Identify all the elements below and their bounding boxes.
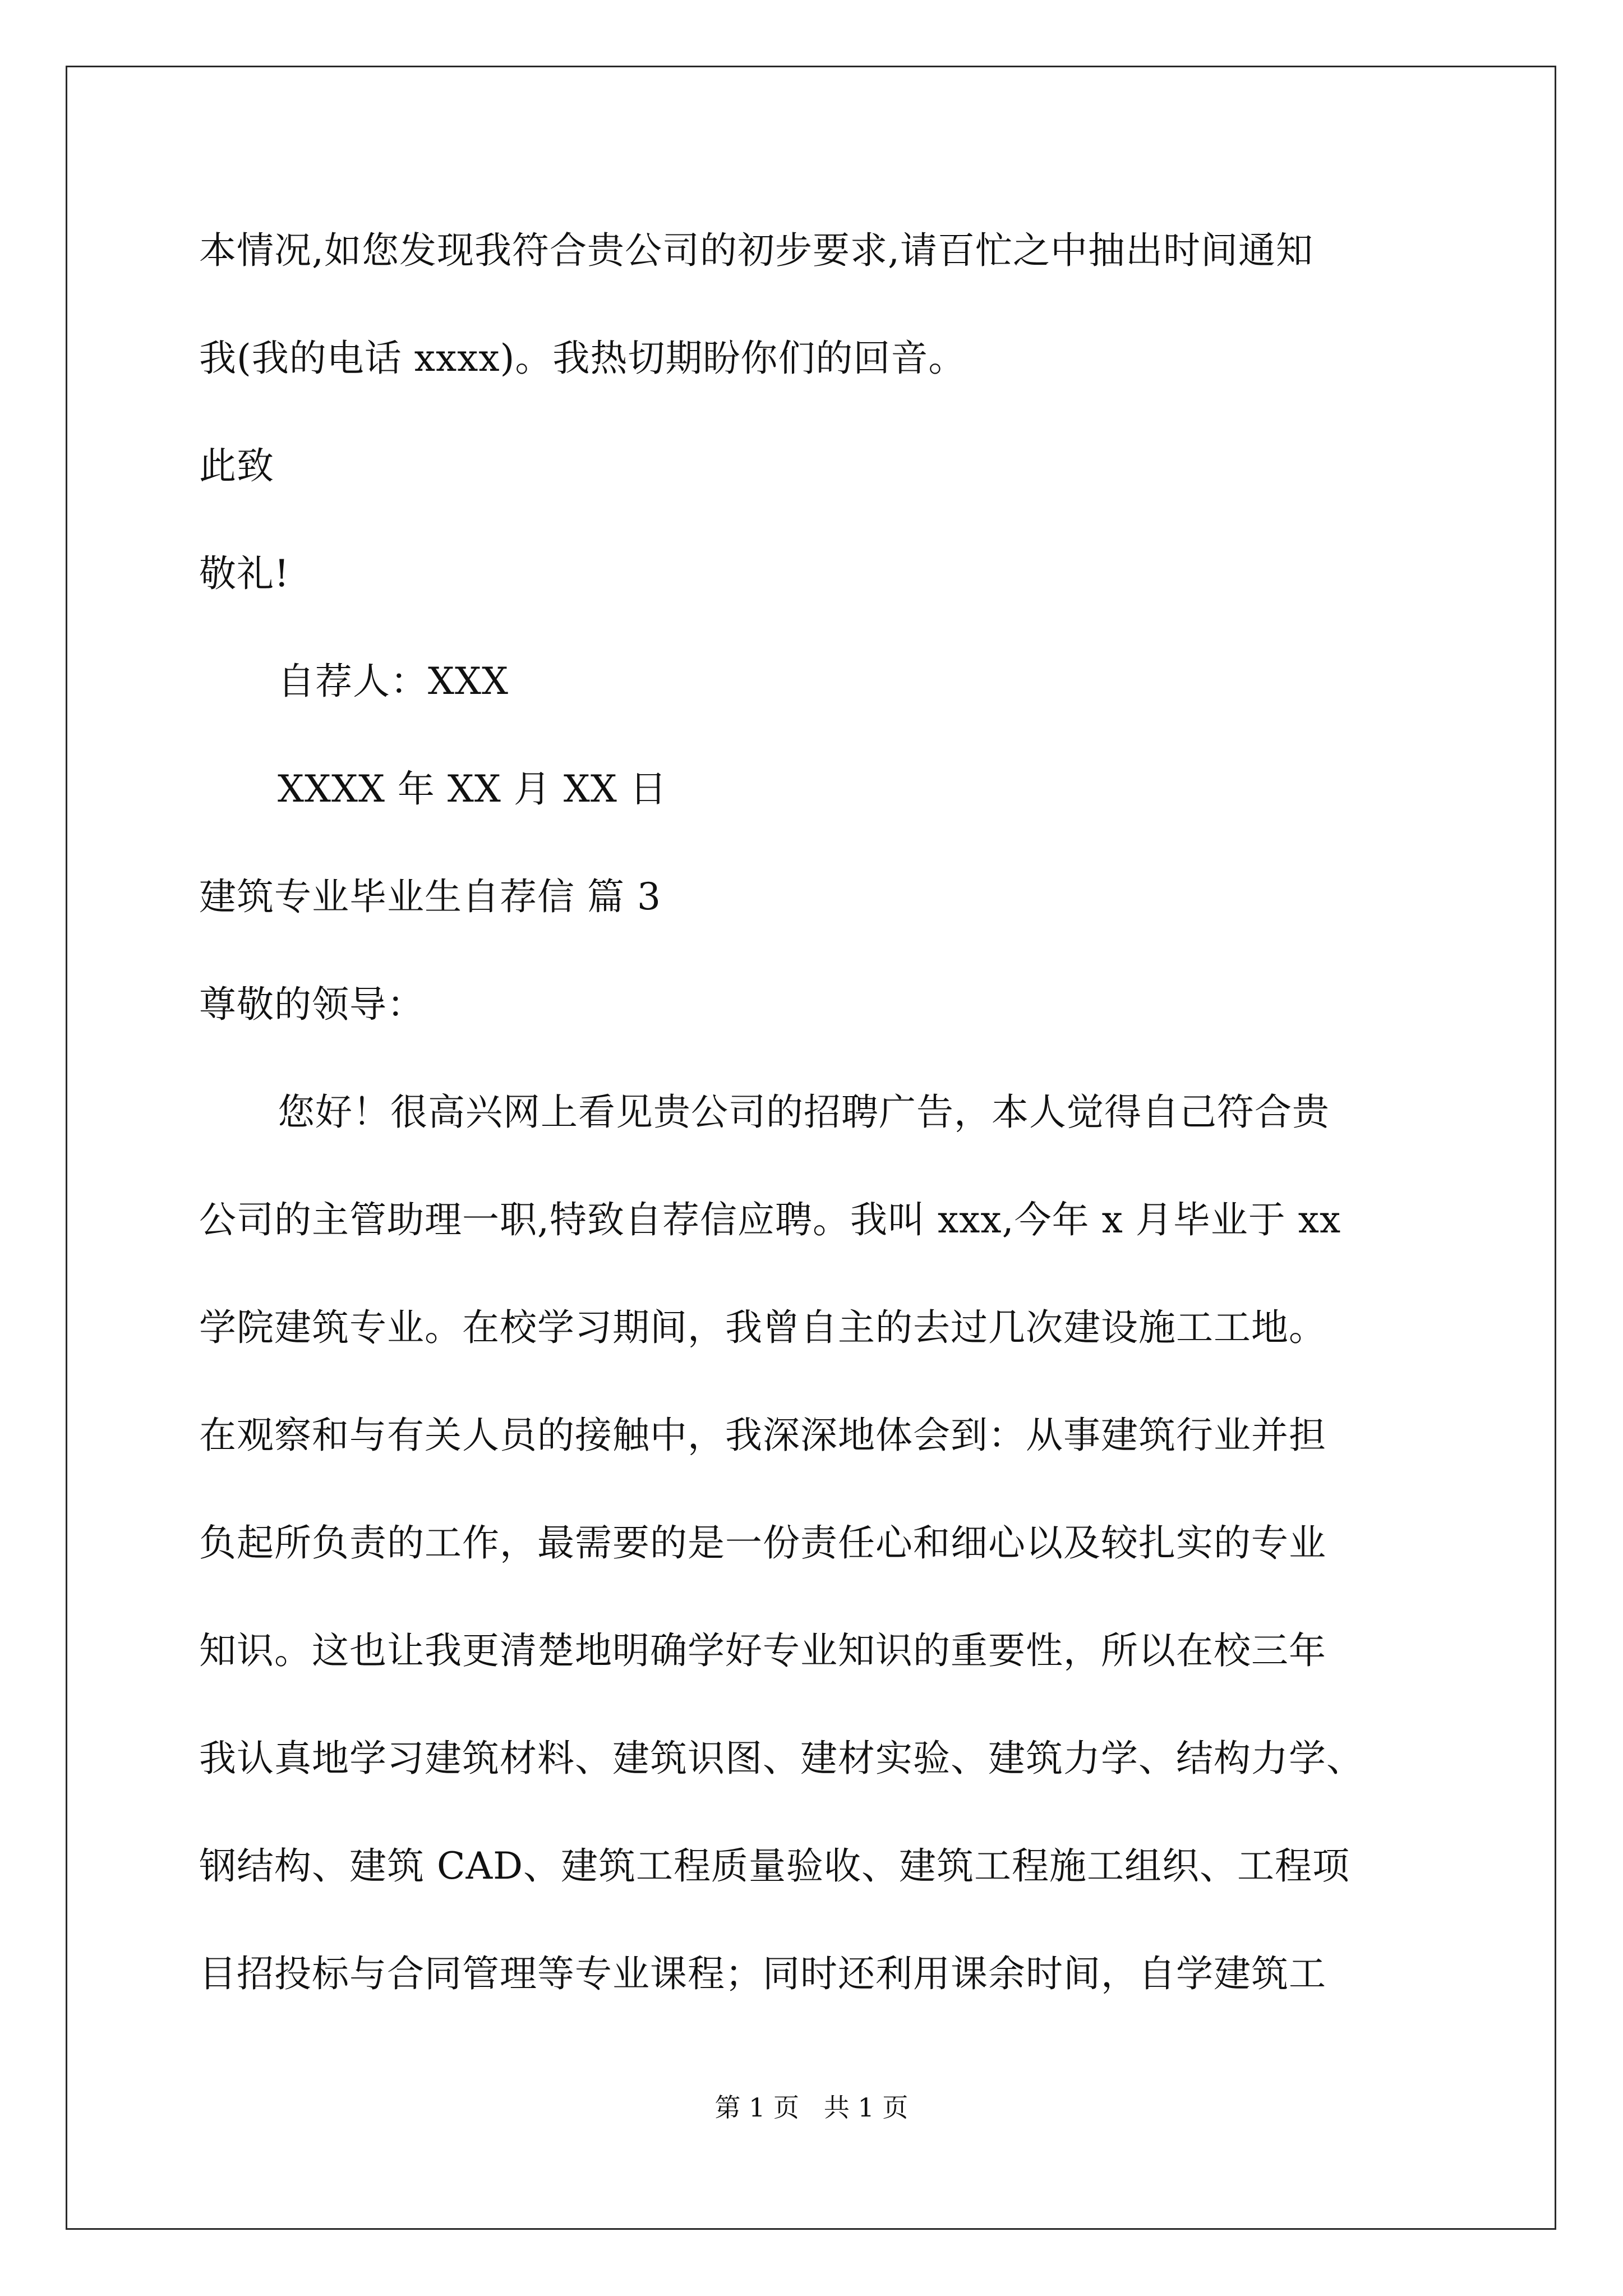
body-text-line: 公司的主管助理一职,特致自荐信应聘。我叫 xxx,今年 x 月毕业于 xx	[199, 1198, 1341, 1241]
body-text-line: 我(我的电话 xxxx)。我热切期盼你们的回音。	[199, 337, 966, 380]
body-text-line: 知识。这也让我更清楚地明确学好专业知识的重要性，所以在校三年	[199, 1629, 1326, 1672]
date-line: XXXX 年 XX 月 XX 日	[278, 767, 667, 811]
page-border	[66, 66, 1556, 2230]
greeting-line: 尊敬的领导：	[199, 983, 425, 1026]
closing-line: 此致	[199, 444, 274, 487]
section-heading: 建筑专业毕业生自荐信 篇 3	[199, 875, 661, 918]
body-text-line: 学院建筑专业。在校学习期间，我曾自主的去过几次建设施工工地。	[199, 1306, 1326, 1349]
body-text-line: 负起所负责的工作，最需要的是一份责任心和细心以及较扎实的专业	[199, 1521, 1326, 1565]
signature-line: 自荐人：XXX	[278, 660, 509, 703]
body-text-line: 目招投标与合同管理等专业课程；同时还利用课余时间，自学建筑工	[199, 1952, 1326, 1995]
body-text-line: 您好！很高兴网上看见贵公司的招聘广告，本人觉得自己符合贵	[278, 1091, 1330, 1134]
body-text-line: 在观察和与有关人员的接触中，我深深地体会到：从事建筑行业并担	[199, 1414, 1326, 1457]
body-text-line: 本情况,如您发现我符合贵公司的初步要求,请百忙之中抽出时间通知	[199, 229, 1313, 272]
salutation-line: 敬礼!	[199, 552, 290, 595]
page-footer: 第 1 页 共 1 页	[714, 2092, 909, 2123]
body-text-line: 我认真地学习建筑材料、建筑识图、建材实验、建筑力学、结构力学、	[199, 1737, 1364, 1780]
body-text-line: 钢结构、建筑 CAD、建筑工程质量验收、建筑工程施工组织、工程项	[199, 1844, 1350, 1888]
